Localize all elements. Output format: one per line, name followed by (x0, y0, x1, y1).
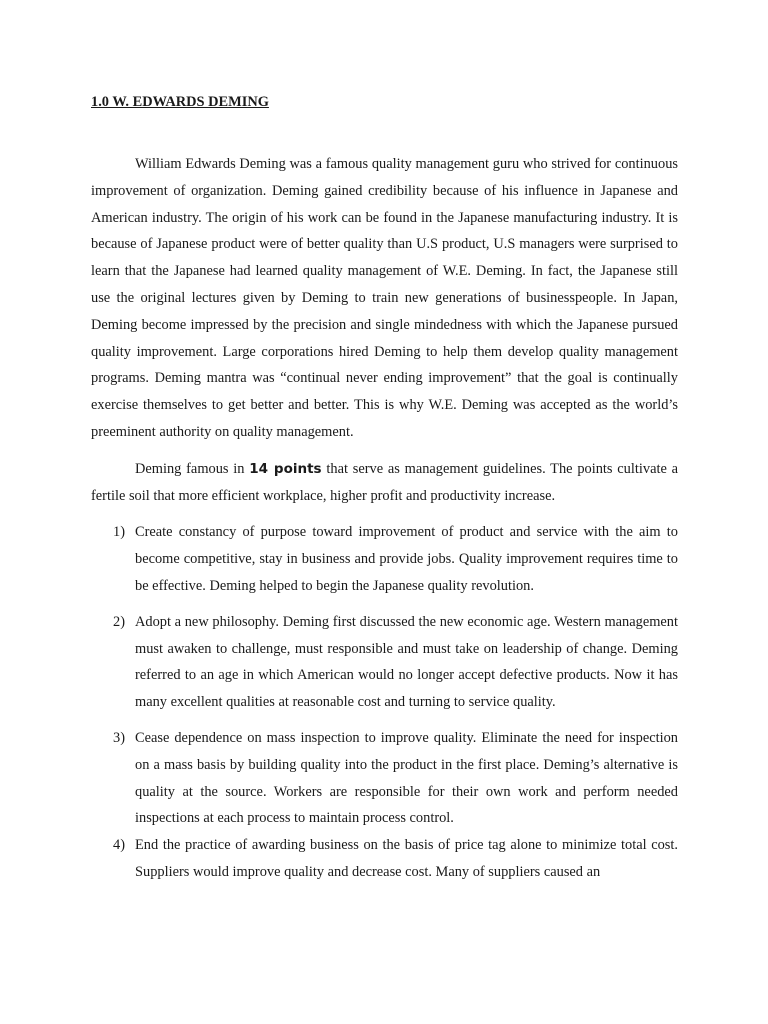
section-heading: 1.0 W. EDWARDS DEMING (91, 94, 269, 110)
list-item-text: Cease dependence on mass inspection to improve quality. Eliminate the need for inspection on a mass basis by building quality into the product in the first place. Deming’s alternative is quality at the source. Workers are responsible for their own work and perform needed inspections at each process to maintain process control. (135, 729, 678, 827)
list-item-number: 2) (113, 613, 125, 630)
list-item (91, 832, 678, 886)
list-item-number: 1) (113, 524, 125, 541)
points-count-bold: 14 points (249, 460, 322, 477)
list-item (91, 519, 678, 599)
points-list (91, 519, 678, 885)
intro-paragraph: William Edwards Deming was a famous quality management guru who strived for continuous improvement of organization. Deming gained credibility because of his influence in Japanese and American industry. The origin of his work can be found in the Japanese manufacturing industry. It is because of Japanese product were of better quality than U.S product, U.S managers were surprised to learn that the Japanese had learned quality management of W.E. Deming. In fact, the Japanese still use the original lectures given by Deming to train new generations of businesspeople. In Japan, Deming become impressed by the precision and single mindedness with which the Japanese pursued quality improvement. Large corporations hired Deming to help them develop quality management programs. Deming mantra was “continual never ending improvement” that the goal is continually exercise themselves to get better and better. This is why W.E. Deming was accepted as the world’s preeminent authority on quality management. (91, 156, 678, 440)
document-body (91, 151, 678, 895)
list-item-number: 3) (113, 729, 125, 746)
list-item-text: Create constancy of purpose toward improvement of product and service with the aim to become competitive, stay in business and provide jobs. Quality improvement requires time to be effective. Deming helped to begin the Japanese quality revolution. (135, 524, 678, 594)
list-item-text: Adopt a new philosophy. Deming first discussed the new economic age. Western management must awaken to challenge, must responsible and must take on leadership of change. Deming referred to an age in which American would no longer accept defective products. Now it has many excellent qualities at reasonable cost and turning to service quality. (135, 613, 678, 711)
list-item-number: 4) (113, 837, 125, 854)
points-intro-before: Deming famous in (135, 460, 250, 477)
points-intro-paragraph (91, 456, 678, 510)
list-item-text: End the practice of awarding business on the basis of price tag alone to minimize total cost. Suppliers would improve quality and decrease cost. Many of suppliers caused an (135, 837, 678, 880)
points-intro-after: that serve as management guidelines. The points cultivate a fertile soil that more efficient workplace, higher profit and productivity increase. (91, 460, 678, 504)
list-item (91, 609, 678, 716)
list-item (91, 725, 678, 832)
